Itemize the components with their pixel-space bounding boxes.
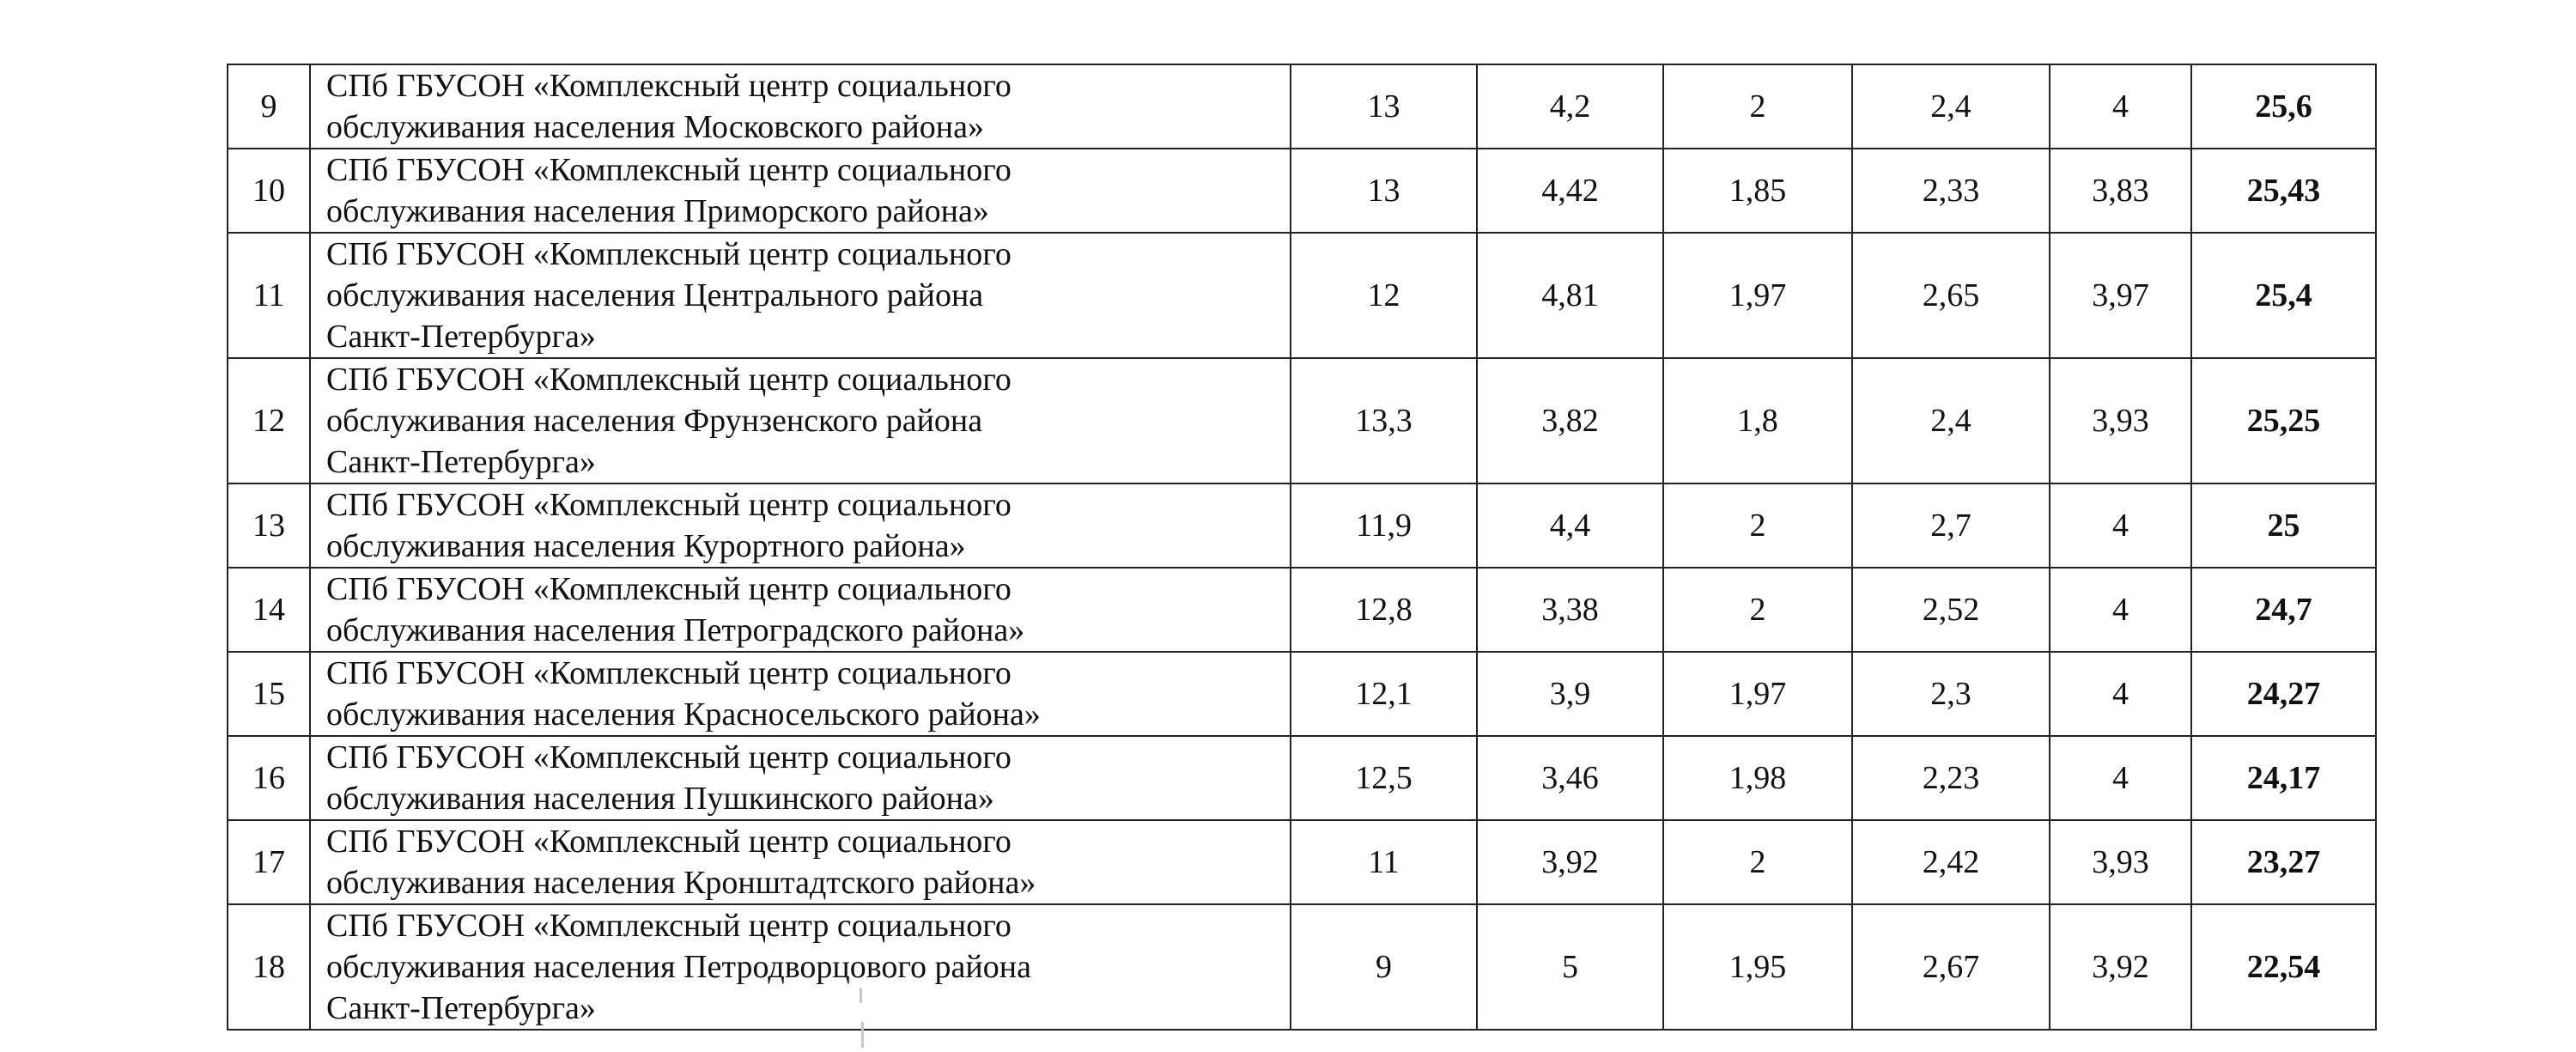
row-number: 10 [228, 149, 310, 233]
score-cell: 2 [1663, 820, 1852, 904]
row-number: 11 [228, 233, 310, 358]
total-score: 24,27 [2191, 652, 2376, 736]
score-cell: 2,33 [1852, 149, 2050, 233]
score-cell: 3,46 [1477, 736, 1663, 820]
score-cell: 1,97 [1663, 652, 1852, 736]
score-cell: 9 [1291, 904, 1477, 1030]
name-line: обслуживания населения Центрального района [326, 277, 984, 313]
institution-name [310, 64, 1291, 149]
name-line: обслуживания населения Кронштадтского района» [326, 865, 1036, 901]
score-cell: 2 [1663, 483, 1852, 568]
row-number: 17 [228, 820, 310, 904]
table-row [228, 736, 2376, 820]
scan-artifact [861, 1022, 864, 1048]
score-cell: 3,92 [1477, 820, 1663, 904]
total-score: 25,43 [2191, 149, 2376, 233]
score-cell: 4 [2050, 736, 2191, 820]
score-cell: 4,4 [1477, 483, 1663, 568]
name-line: обслуживания населения Петродворцового района [326, 949, 1031, 985]
row-number: 12 [228, 358, 310, 483]
name-line: Санкт-Петербурга» [326, 444, 596, 480]
name-line: Санкт-Петербурга» [326, 319, 596, 355]
scan-artifact [860, 988, 862, 1003]
row-number: 13 [228, 483, 310, 568]
name-line: СПб ГБУСОН «Комплексный центр социального [326, 152, 1012, 188]
total-score: 25 [2191, 483, 2376, 568]
score-cell: 1,98 [1663, 736, 1852, 820]
name-line: СПб ГБУСОН «Комплексный центр социального [326, 236, 1012, 272]
table-row [228, 64, 2376, 149]
score-cell: 2,67 [1852, 904, 2050, 1030]
name-line: обслуживания населения Фрунзенского района [326, 403, 983, 439]
total-score: 23,27 [2191, 820, 2376, 904]
score-cell: 2,42 [1852, 820, 2050, 904]
score-cell: 3,93 [2050, 820, 2191, 904]
row-number: 14 [228, 568, 310, 652]
total-score: 24,17 [2191, 736, 2376, 820]
row-number: 16 [228, 736, 310, 820]
score-cell: 4 [2050, 64, 2191, 149]
score-cell: 2,4 [1852, 358, 2050, 483]
score-cell: 2 [1663, 64, 1852, 149]
score-cell: 3,93 [2050, 358, 2191, 483]
total-score: 22,54 [2191, 904, 2376, 1030]
row-number: 18 [228, 904, 310, 1030]
table-row [228, 820, 2376, 904]
score-cell: 12,1 [1291, 652, 1477, 736]
score-cell: 3,92 [2050, 904, 2191, 1030]
score-cell: 4 [2050, 483, 2191, 568]
name-line: обслуживания населения Московского района» [326, 109, 984, 145]
score-cell: 2,65 [1852, 233, 2050, 358]
score-cell: 1,8 [1663, 358, 1852, 483]
institution-name [310, 568, 1291, 652]
table-row [228, 652, 2376, 736]
institution-name [310, 358, 1291, 483]
name-line: обслуживания населения Курортного района» [326, 528, 966, 564]
total-score: 25,25 [2191, 358, 2376, 483]
score-cell: 3,9 [1477, 652, 1663, 736]
score-cell: 4 [2050, 652, 2191, 736]
table-row [228, 358, 2376, 483]
table-row [228, 568, 2376, 652]
score-cell: 13 [1291, 64, 1477, 149]
score-cell: 2,52 [1852, 568, 2050, 652]
score-cell: 3,83 [2050, 149, 2191, 233]
name-line: СПб ГБУСОН «Комплексный центр социального [326, 824, 1012, 860]
score-cell: 3,97 [2050, 233, 2191, 358]
name-line: СПб ГБУСОН «Комплексный центр социального [326, 571, 1012, 607]
score-cell: 1,95 [1663, 904, 1852, 1030]
table-row [228, 483, 2376, 568]
institution-name [310, 483, 1291, 568]
score-cell: 1,97 [1663, 233, 1852, 358]
table-row [228, 233, 2376, 358]
institution-name [310, 736, 1291, 820]
institution-name [310, 652, 1291, 736]
institution-name [310, 149, 1291, 233]
score-cell: 4,42 [1477, 149, 1663, 233]
table-row [228, 904, 2376, 1030]
name-line: Санкт-Петербурга» [326, 990, 596, 1026]
table-row [228, 149, 2376, 233]
name-line: обслуживания населения Красносельского района» [326, 696, 1041, 733]
name-line: СПб ГБУСОН «Комплексный центр социального [326, 362, 1012, 398]
institution-name [310, 233, 1291, 358]
score-cell: 12 [1291, 233, 1477, 358]
score-cell: 2,23 [1852, 736, 2050, 820]
name-line: обслуживания населения Пушкинского района» [326, 781, 994, 817]
score-cell: 13,3 [1291, 358, 1477, 483]
name-line: СПб ГБУСОН «Комплексный центр социального [326, 655, 1012, 691]
ratings-table [227, 64, 2377, 1031]
score-cell: 12,8 [1291, 568, 1477, 652]
score-cell: 4 [2050, 568, 2191, 652]
score-cell: 2,3 [1852, 652, 2050, 736]
score-cell: 11,9 [1291, 483, 1477, 568]
name-line: СПб ГБУСОН «Комплексный центр социального [326, 487, 1012, 523]
score-cell: 12,5 [1291, 736, 1477, 820]
score-cell: 1,85 [1663, 149, 1852, 233]
score-cell: 11 [1291, 820, 1477, 904]
score-cell: 3,38 [1477, 568, 1663, 652]
name-line: СПб ГБУСОН «Комплексный центр социального [326, 739, 1012, 775]
score-cell: 13 [1291, 149, 1477, 233]
score-cell: 5 [1477, 904, 1663, 1030]
name-line: СПб ГБУСОН «Комплексный центр социального [326, 908, 1012, 944]
name-line: СПб ГБУСОН «Комплексный центр социального [326, 68, 1012, 104]
row-number: 9 [228, 64, 310, 149]
total-score: 25,6 [2191, 64, 2376, 149]
institution-name [310, 904, 1291, 1030]
total-score: 24,7 [2191, 568, 2376, 652]
total-score: 25,4 [2191, 233, 2376, 358]
name-line: обслуживания населения Петроградского района» [326, 612, 1025, 648]
score-cell: 3,82 [1477, 358, 1663, 483]
score-cell: 2,4 [1852, 64, 2050, 149]
score-cell: 2 [1663, 568, 1852, 652]
score-cell: 4,2 [1477, 64, 1663, 149]
score-cell: 4,81 [1477, 233, 1663, 358]
score-cell: 2,7 [1852, 483, 2050, 568]
name-line: обслуживания населения Приморского района» [326, 193, 989, 229]
row-number: 15 [228, 652, 310, 736]
institution-name [310, 820, 1291, 904]
